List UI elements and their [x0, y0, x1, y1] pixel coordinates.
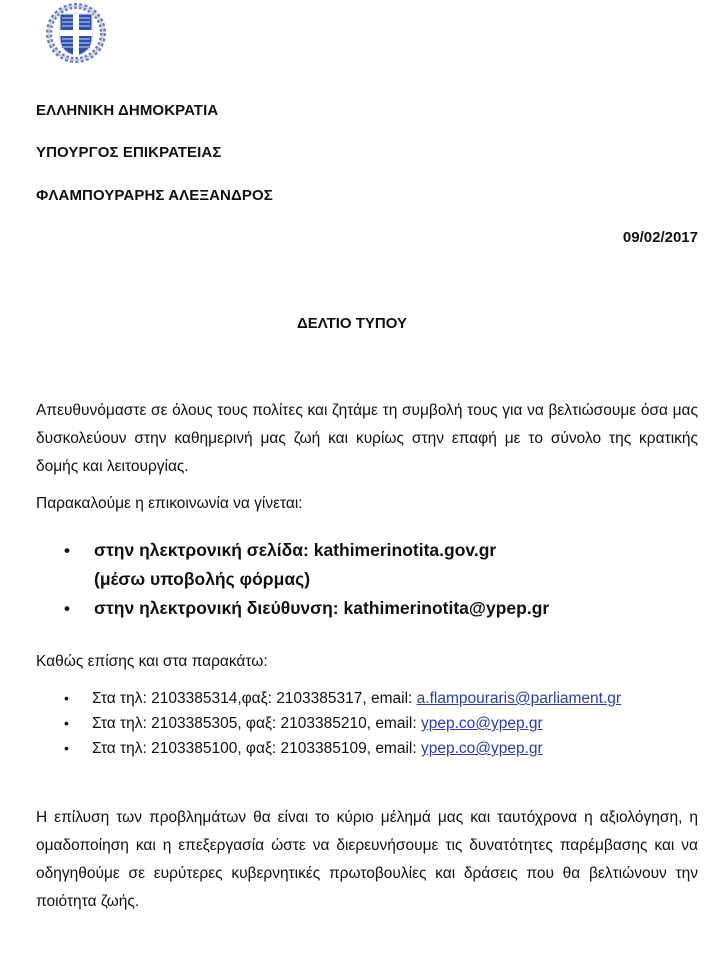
coat-of-arms-emblem: [44, 2, 108, 64]
bullet-icon: •: [64, 690, 69, 706]
channel-website-text: στην ηλεκτρονική σελίδα: kathimerinotita.gov.gr: [94, 540, 497, 560]
contact-text: Στα τηλ: 2103385305, φαξ: 2103385210, email:: [92, 715, 421, 732]
contacts-list: [60, 686, 700, 761]
intro-paragraph: Απευθυνόμαστε σε όλους τους πολίτες και ζητάμε τη συμβολή τους για να βελτιώσουμε όσα μας δυσκολεύουν στην καθημερινή μας ζωή και κυρίως στην επαφή με το σύνολο της κρατικής δομής και λειτουργίας.: [36, 402, 698, 475]
channels-list: [58, 536, 698, 623]
bullet-icon: •: [64, 715, 69, 731]
contact-item: [60, 686, 700, 711]
bullet-icon: •: [64, 740, 69, 756]
channel-website-note: (μέσω υποβολής φόρμας): [94, 569, 311, 589]
also-paragraph: Καθώς επίσης και στα παρακάτω:: [36, 653, 268, 670]
email-link[interactable]: a.flampouraris@parliament.gr: [416, 690, 622, 707]
document-date: 09/02/2017: [622, 229, 698, 246]
document-title: ΔΕΛΤΙΟ ΤΥΠΟΥ: [297, 315, 407, 332]
header-minister-name: ΦΛΑΜΠΟΥΡΑΡΗΣ ΑΛΕΞΑΝΔΡΟΣ: [36, 187, 273, 204]
contact-text: Στα τηλ: 2103385100, φαξ: 2103385109, email:: [92, 740, 421, 757]
request-paragraph: Παρακαλούμε η επικοινωνία να γίνεται:: [36, 495, 303, 512]
contact-item: [60, 736, 700, 761]
bullet-icon: •: [64, 541, 70, 560]
channel-email-text: στην ηλεκτρονική διεύθυνση: kathimerinotita@ypep.gr: [94, 598, 550, 618]
contact-item: [60, 711, 700, 736]
channel-item: [58, 594, 698, 623]
closing-paragraph: Η επίλυση των προβλημάτων θα είναι το κύριο μέλημά μας και ταυτόχρονα η αξιολόγηση, η ομαδοποίηση και η επεξεργασία ώστε να διερευνήσουμε τις δυνατότητες παρέμβασης και να οδηγηθούμε σε ευρύτερες κυβερνητικές πρωτοβουλίες και δράσεις που θα βελτιώνουν την ποιότητα ζωής.: [36, 809, 698, 910]
contact-text: Στα τηλ: 2103385314,φαξ: 2103385317, email:: [92, 690, 417, 707]
email-link[interactable]: ypep.co@ypep.gr: [420, 740, 543, 757]
email-link[interactable]: ypep.co@ypep.gr: [420, 715, 543, 732]
channel-item: [58, 536, 698, 565]
bullet-icon: •: [64, 599, 70, 618]
header-ministry: ΥΠΟΥΡΓΟΣ ΕΠΙΚΡΑΤΕΙΑΣ: [36, 144, 222, 161]
header-country: ΕΛΛΗΝΙΚΗ ΔΗΜΟΚΡΑΤΙΑ: [36, 102, 219, 119]
